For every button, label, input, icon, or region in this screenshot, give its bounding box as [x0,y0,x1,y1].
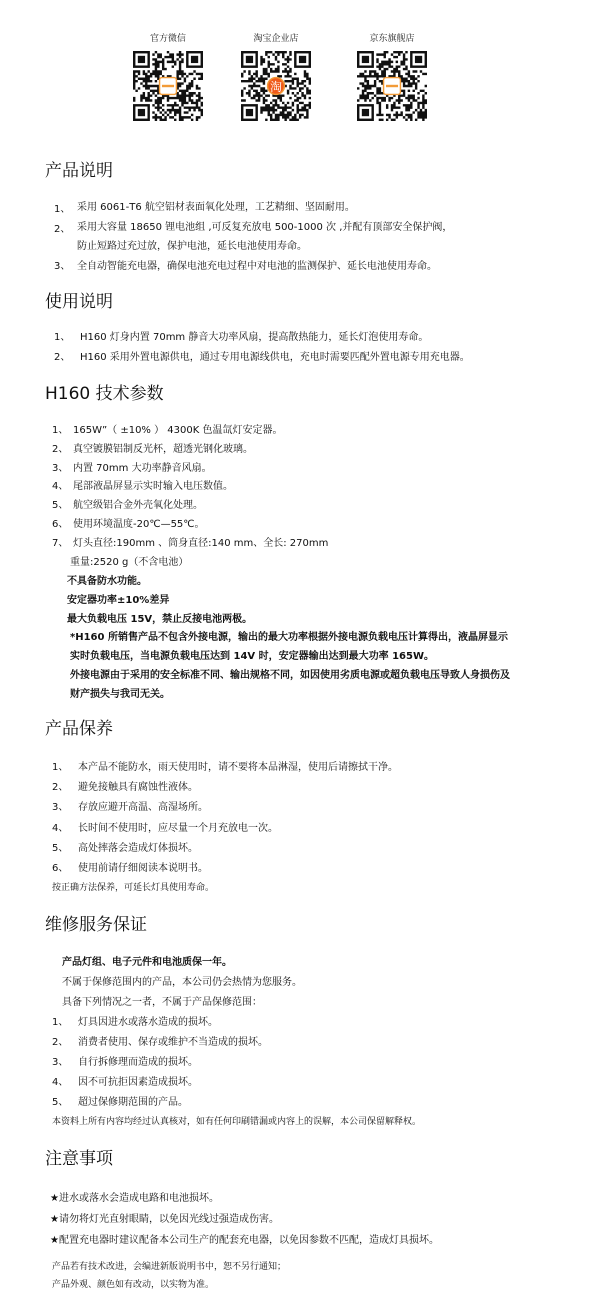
list-item-number: 6、 [52,863,69,874]
list-item-number: 4、 [52,1077,69,1088]
list-item: 因不可抗拒因素造成损坏。 [78,1077,198,1088]
spec-warning: *H160 所销售产品不包含外接电源，输出的最大功率根据外接电源负载电压计算得出，液晶屏显示 [70,632,508,643]
list-item: 真空镀膜铝制反光杯，超透光钢化玻璃。 [73,444,253,455]
list-item-number: 4、 [52,823,69,834]
list-item-number: 2、 [54,224,71,235]
list-item: 本产品不能防水，雨天使用时，请不要将本品淋湿，使用后请擦拭干净。 [78,762,398,773]
list-item: 超过保修期范围的产品。 [78,1097,188,1108]
spec-warning: 财产损失与我司无关。 [70,689,170,700]
list-item-number: 1、 [54,204,71,215]
list-item: 165W”（ ±10% ） 4300K 色温氙灯安定器。 [73,425,283,436]
list-item: 高处摔落会造成灯体损坏。 [78,843,198,854]
list-item: 全自动智能充电器，确保电池充电过程中对电池的监测保护、延长电池使用寿命。 [77,261,437,272]
list-item: 长时间不使用时，应尽量一个月充放电一次。 [78,823,278,834]
weight-line: 重量:2520 g（不含电池） [70,557,189,568]
list-item-number: 5、 [52,1097,69,1108]
list-item: 采用大容量 18650 锂电池组 ,可反复充放电 500-1000 次 ,并配有顶部安全保护阀， [77,222,453,233]
list-item-number: 1、 [52,762,69,773]
list-item-number: 3、 [52,802,69,813]
list-item: ★请勿将灯光直射眼睛，以免因光线过强造成伤害。 [50,1214,279,1225]
list-item: ★配置充电器时建议配备本公司生产的配套充电器，以免因参数不匹配，造成灯具损坏。 [50,1235,439,1246]
footer-note: 产品若有技术改进，会编进新版说明书中，恕不另行通知； [52,1262,287,1272]
spec-warning: 外接电源由于采用的安全标准不同、输出规格不同，如因使用劣质电源或超负载电压导致人身损伤及 [70,670,510,681]
list-item-number: 7、 [52,538,69,549]
list-item: 灯具因进水或落水造成的损坏。 [78,1017,218,1028]
jd-qr-code[interactable] [357,51,427,121]
list-item-number: 3、 [54,261,71,272]
list-item-number: 4、 [52,481,69,492]
section-title-warranty: 维修服务保证 [45,915,147,935]
spec-warning: 不具备防水功能。 [67,576,147,587]
list-item-number: 1、 [52,1017,69,1028]
svg-text:淘: 淘 [269,80,283,95]
list-item: 使用前请仔细阅读本说明书。 [78,863,208,874]
list-item-number: 2、 [52,782,69,793]
list-item-number: 2、 [54,352,71,363]
section-title-specs: H160 技术参数 [45,384,164,404]
spec-warning: 实时负载电压，当电源负载电压达到 14V 时，安定器输出达到最大功率 165W。 [70,651,435,662]
taobao-qr-code[interactable] [241,51,311,121]
list-item-number: 6、 [52,519,69,530]
list-item: 航空级铝合金外壳氧化处理。 [73,500,203,511]
wechat-qr-code[interactable] [133,51,203,121]
qr-label-taobao: 淘宝企业店 [253,34,299,44]
section-title-maintenance: 产品保养 [45,719,113,739]
section-title-usage: 使用说明 [45,292,113,312]
list-item-continuation: 防止短路过充过放，保护电池，延长电池使用寿命。 [77,241,307,252]
list-item: 尾部液晶屏显示实时输入电压数值。 [73,481,233,492]
list-item-number: 1、 [52,425,69,436]
spec-warning: 安定器功率±10%差异 [67,595,170,606]
list-item: H160 灯身内置 70mm 静音大功率风扇，提高散热能力，延长灯泡使用寿命。 [80,332,429,343]
list-item-number: 2、 [52,444,69,455]
list-item: 消费者使用、保存或维护不当造成的损坏。 [78,1037,268,1048]
list-item: 避免接触具有腐蚀性液体。 [78,782,198,793]
list-item: ★进水或落水会造成电路和电池损坏。 [50,1193,219,1204]
list-item: H160 采用外置电源供电，通过专用电源线供电，充电时需要匹配外置电源专用充电器。 [80,352,470,363]
warranty-line: 具备下列情况之一者，不属于产品保修范围： [62,997,262,1008]
warranty-note: 本资料上所有内容均经过认真核对，如有任何印刷错漏或内容上的误解，本公司保留解释权。 [52,1117,422,1127]
list-item: 采用 6061-T6 航空铝材表面氧化处理，工艺精细、坚固耐用。 [77,202,355,213]
list-item-number: 3、 [52,1057,69,1068]
list-item-number: 1、 [54,332,71,343]
list-item-number: 5、 [52,500,69,511]
list-item-number: 3、 [52,463,69,474]
section-title-product-description: 产品说明 [45,161,113,181]
spec-warning: 最大负载电压 15V，禁止反接电池两极。 [67,614,253,625]
footer-note: 产品外观、颜色如有改动，以实物为准。 [52,1280,215,1290]
list-item: 自行拆修理而造成的损坏。 [78,1057,198,1068]
list-item-number: 2、 [52,1037,69,1048]
list-item: 存放应避开高温、高湿场所。 [78,802,208,813]
qr-label-wechat: 官方微信 [149,34,186,44]
list-item-number: 5、 [52,843,69,854]
section-title-precautions: 注意事项 [45,1149,113,1169]
warranty-headline: 产品灯组、电子元件和电池质保一年。 [62,957,232,968]
warranty-line: 不属于保修范围内的产品，本公司仍会热情为您服务。 [62,977,302,988]
qr-label-jd: 京东旗舰店 [369,34,415,44]
list-item: 内置 70mm 大功率静音风扇。 [73,463,212,474]
maintenance-note: 按正确方法保养，可延长灯具使用寿命。 [52,883,215,893]
list-item: 使用环境温度-20℃—55℃。 [73,519,205,530]
list-item: 灯头直径:190mm 、筒身直径:140 mm、全长: 270mm [73,538,329,549]
